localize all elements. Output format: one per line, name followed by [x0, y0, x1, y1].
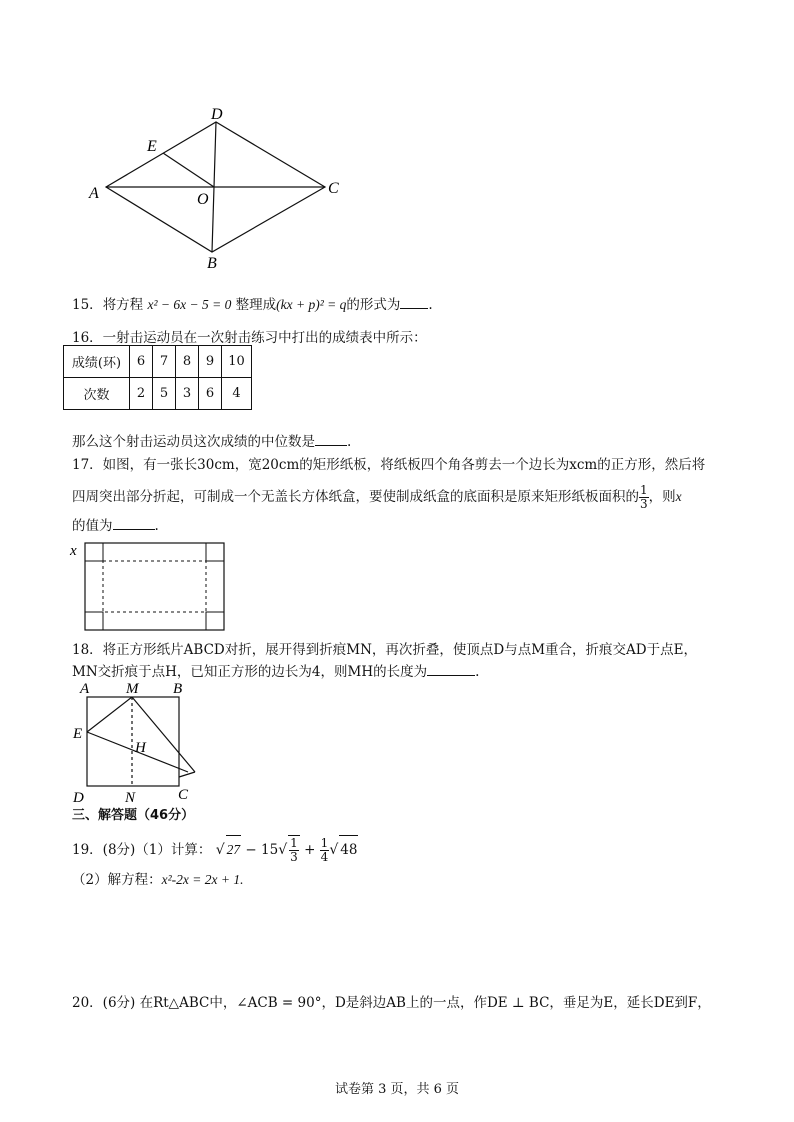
fraction-numerator: 1 — [290, 836, 298, 850]
q19-part2-equation: x²-2x = 2x + 1. — [161, 872, 244, 887]
answer-blank-18[interactable] — [427, 663, 475, 676]
fraction-denominator: 3 — [290, 850, 298, 864]
fraction-quarter — [320, 837, 330, 864]
radical-icon: √ — [329, 842, 339, 858]
fraction — [289, 837, 299, 864]
q15-text-a: 将方程 — [102, 297, 144, 313]
q18-end: . — [475, 664, 480, 680]
question-17-line3 — [72, 517, 159, 535]
corner-square — [206, 543, 224, 561]
table-cell: 3 — [176, 378, 199, 410]
section-title-3: 三、解答题（46分） — [72, 808, 195, 823]
minus-sign: − — [245, 842, 257, 858]
label-d: D — [211, 106, 223, 123]
q16-end: . — [347, 434, 352, 450]
question-19-part1 — [72, 835, 358, 864]
q17-line2-end: ，则 — [648, 489, 676, 505]
q16-question: 那么这个射击运动员这次成绩的中位数是 — [72, 434, 315, 450]
plus-sign: + — [304, 842, 316, 858]
segment-c-fold — [179, 772, 195, 777]
label-b: B — [207, 255, 217, 272]
page-footer: 试卷第 3 页，共 6 页 — [334, 1082, 460, 1097]
radicand-48: 48 — [339, 835, 358, 864]
paper-box-figure — [66, 540, 232, 635]
corner-square — [85, 612, 103, 630]
q15-form: (kx + p)² = q — [276, 297, 347, 312]
radical-fraction — [288, 835, 300, 864]
table-cell: 9 — [199, 346, 222, 378]
fraction-numerator: 1 — [320, 836, 329, 850]
corner-square — [206, 612, 224, 630]
corner-square — [85, 543, 103, 561]
q17-line3-text: 的值为 — [72, 518, 113, 534]
q17-var: x — [675, 489, 682, 504]
score-table — [63, 345, 252, 410]
table-header-cell: 成绩(环) — [64, 346, 130, 378]
label-o: O — [197, 191, 209, 208]
folded-square-figure — [70, 680, 200, 806]
label-m: M — [126, 681, 139, 697]
cardboard-outline — [85, 543, 224, 630]
coefficient-15: 15 — [261, 842, 279, 858]
table-header-cell: 次数 — [64, 378, 130, 410]
q19-part2-prefix: （2）解方程： — [72, 872, 162, 888]
question-15 — [72, 296, 433, 314]
table-cell: 4 — [222, 378, 252, 410]
question-16-ask — [72, 433, 351, 451]
table-cell: 5 — [153, 378, 176, 410]
q15-text-c: 的形式为 — [346, 297, 401, 313]
q15-equation: x² − 6x − 5 = 0 — [147, 297, 232, 312]
table-cell: 6 — [130, 346, 153, 378]
answer-blank-17[interactable] — [113, 517, 155, 530]
table-cell: 2 — [130, 378, 153, 410]
label-h: H — [135, 740, 146, 756]
q17-end: . — [154, 518, 159, 534]
label-x: x — [70, 543, 77, 559]
question-18-line2 — [72, 663, 479, 681]
label-c: C — [328, 180, 339, 197]
table-cell: 7 — [153, 346, 176, 378]
fold-line — [103, 561, 206, 612]
radical-icon: √ — [215, 842, 225, 858]
segment-eo — [163, 153, 214, 187]
fraction-denominator: 3 — [640, 497, 648, 511]
table-row — [64, 346, 252, 378]
radicand-27: 27 — [226, 835, 242, 864]
label-a: A — [80, 681, 90, 697]
question-17-line1: 17．如图，有一张长30cm，宽20cm的矩形纸板，将纸板四个角各剪去一个边长为xcm的正方形，然后将 — [72, 457, 706, 473]
label-e: E — [147, 138, 157, 155]
label-n: N — [125, 790, 136, 806]
answer-blank-16[interactable] — [315, 433, 347, 446]
radical-icon: √ — [278, 842, 288, 858]
fraction-one-third — [639, 484, 649, 511]
q19-prefix: 19．(8分)（1）计算： — [72, 842, 212, 858]
label-a: A — [89, 185, 99, 202]
question-19-part2 — [72, 871, 243, 889]
square-abcd — [87, 697, 179, 786]
table-cell: 8 — [176, 346, 199, 378]
table-row — [64, 378, 252, 410]
fraction-numerator: 1 — [640, 483, 648, 497]
answer-blank-15[interactable] — [400, 296, 428, 309]
fraction-denominator: 4 — [320, 850, 329, 864]
q17-line2-text: 四周突出部分折起，可制成一个无盖长方体纸盒，要使制成纸盒的底面积是原来矩形纸板面积的 — [72, 489, 639, 505]
question-16: 16．一射击运动员在一次射击练习中打出的成绩表中所示： — [72, 330, 427, 346]
label-e: E — [73, 726, 83, 742]
question-18-line1: 18．将正方形纸片ABCD对折，展开得到折痕MN，再次折叠，使顶点D与点M重合，折痕交AD于点E， — [72, 642, 697, 658]
table-cell: 10 — [222, 346, 252, 378]
q15-number: 15． — [72, 297, 103, 313]
question-17-line2 — [72, 484, 682, 511]
question-20: 20．(6分) 在Rt△ABC中，∠ACB = 90°，D是斜边AB上的一点，作DE ⊥ BC，垂足为E，延长DE到F， — [72, 995, 711, 1011]
segment-mc — [132, 697, 195, 772]
q18-line2-text: MN交折痕于点H，已知正方形的边长为4，则MH的长度为 — [72, 664, 428, 680]
q15-end: . — [428, 297, 433, 313]
label-b: B — [173, 681, 183, 697]
label-c: C — [178, 787, 189, 803]
segment-em — [87, 697, 132, 732]
table-cell: 6 — [199, 378, 222, 410]
label-d: D — [73, 790, 84, 806]
q15-text-b: 整理成 — [235, 297, 277, 313]
rhombus-figure — [80, 105, 350, 275]
